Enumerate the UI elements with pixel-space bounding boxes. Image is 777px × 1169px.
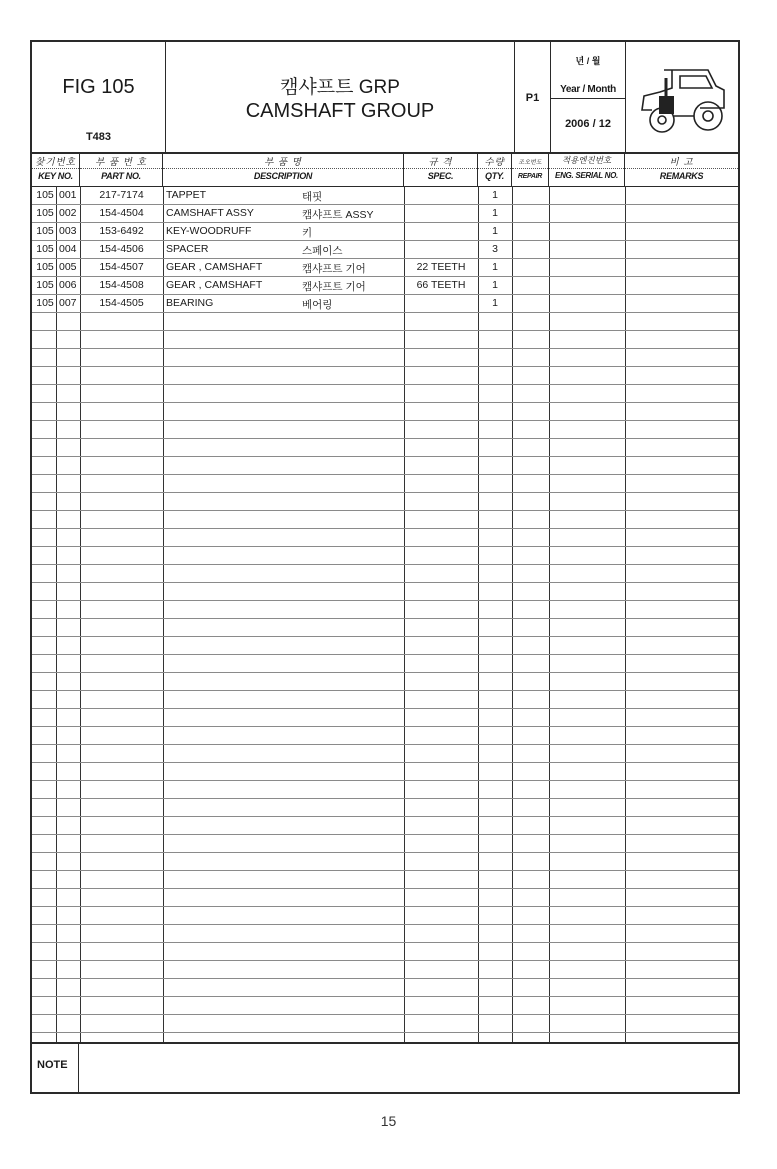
- column-divider: [512, 186, 513, 1042]
- row-divider: [32, 870, 738, 871]
- title-english: CAMSHAFT GROUP: [245, 100, 435, 122]
- cell-qty: 3: [492, 243, 498, 255]
- row-divider: [32, 618, 738, 619]
- row-divider: [32, 348, 738, 349]
- cell-key: 002: [59, 207, 77, 219]
- row-divider: [32, 744, 738, 745]
- cell-qty: 1: [492, 279, 498, 291]
- cell-spec: 22 TEETH: [416, 261, 466, 273]
- cell-spec: 66 TEETH: [416, 279, 466, 291]
- column-divider: [625, 186, 626, 1042]
- column-divider: [163, 186, 164, 1042]
- row-divider: [32, 330, 738, 331]
- col-description: [163, 152, 404, 186]
- table-row: [32, 204, 738, 222]
- illustration-cell: [626, 42, 738, 152]
- date-label-korean: 년 / 월: [575, 56, 601, 66]
- cell-fig: 105: [36, 225, 54, 237]
- col-part-no-english: PART NO.: [101, 171, 141, 181]
- cell-fig: 105: [36, 243, 54, 255]
- row-divider: [32, 636, 738, 637]
- cell-qty: 1: [492, 189, 498, 201]
- row-divider: [32, 474, 738, 475]
- date-label-english: Year / Month: [560, 84, 616, 95]
- cell-fig: 105: [36, 297, 54, 309]
- row-divider: [32, 726, 738, 727]
- column-divider: [404, 186, 405, 1042]
- col-qty: [478, 152, 512, 186]
- row-divider: [32, 924, 738, 925]
- cell-key: 007: [59, 297, 77, 309]
- model-code: T483: [85, 131, 112, 143]
- date-cell: [551, 42, 626, 152]
- row-divider: [32, 528, 738, 529]
- row-divider: [32, 366, 738, 367]
- cell-desc-kor: 캠샤프트 기어: [302, 263, 366, 275]
- col-repair: [512, 152, 549, 186]
- row-divider: [32, 942, 738, 943]
- row-divider: [32, 384, 738, 385]
- row-divider: [32, 834, 738, 835]
- column-divider: [478, 186, 479, 1042]
- col-remarks: [625, 152, 738, 186]
- cell-part-no: 154-4504: [99, 207, 144, 219]
- row-divider: [32, 582, 738, 583]
- col-key-no-korean: 찾기번호: [35, 157, 76, 168]
- cell-desc-kor: 스페이스: [302, 245, 343, 257]
- cell-fig: 105: [36, 279, 54, 291]
- col-qty-korean: 수량: [484, 157, 505, 168]
- cell-part-no: 217-7174: [99, 189, 144, 201]
- row-divider: [32, 852, 738, 853]
- row-divider: [32, 672, 738, 673]
- row-divider: [32, 546, 738, 547]
- cell-qty: 1: [492, 261, 498, 273]
- row-divider: [32, 438, 738, 439]
- col-part-no-korean: 부 품 번 호: [95, 157, 147, 168]
- column-divider: [80, 186, 81, 1042]
- col-spec: [404, 152, 478, 186]
- cell-desc-eng: KEY-WOODRUFF: [166, 225, 252, 237]
- row-divider: [32, 996, 738, 997]
- date-value: 2006 / 12: [565, 118, 611, 130]
- cell-desc-kor: 베어링: [302, 299, 333, 311]
- cell-part-no: 153-6492: [99, 225, 144, 237]
- column-divider: [549, 186, 550, 1042]
- row-divider: [32, 312, 738, 313]
- col-remarks-english: REMARKS: [659, 171, 704, 181]
- table-row: [32, 294, 738, 312]
- cell-desc-kor: 캠샤프트 기어: [302, 281, 366, 293]
- row-divider: [32, 762, 738, 763]
- cell-desc-eng: BEARING: [166, 297, 214, 309]
- cell-desc-eng: CAMSHAFT ASSY: [166, 207, 254, 219]
- row-divider: [32, 978, 738, 979]
- cell-desc-eng: TAPPET: [166, 189, 207, 201]
- cell-fig: 105: [36, 207, 54, 219]
- cell-fig: 105: [36, 189, 54, 201]
- col-engine-serial-korean: 적용엔진번호: [561, 155, 612, 165]
- figure-number: FIG 105: [62, 76, 135, 98]
- row-divider: [32, 1032, 738, 1033]
- row-divider: [32, 690, 738, 691]
- row-divider: [32, 816, 738, 817]
- page-cell: [515, 42, 551, 152]
- sheet-header: [32, 42, 738, 154]
- table-row: [32, 186, 738, 204]
- row-divider: [32, 600, 738, 601]
- cell-part-no: 154-4506: [99, 243, 144, 255]
- cell-qty: 1: [492, 297, 498, 309]
- row-divider: [32, 420, 738, 421]
- figure-cell: [32, 42, 166, 152]
- column-divider: [56, 186, 57, 1042]
- tractor-icon: [636, 56, 728, 138]
- row-divider: [32, 708, 738, 709]
- cell-fig: 105: [36, 261, 54, 273]
- page-number: 15: [380, 1113, 397, 1129]
- cell-qty: 1: [492, 225, 498, 237]
- row-divider: [32, 960, 738, 961]
- cell-qty: 1: [492, 207, 498, 219]
- col-spec-english: SPEC.: [427, 171, 454, 181]
- parts-table: [32, 186, 738, 1044]
- col-engine-serial-english: ENG. SERIAL NO.: [555, 171, 618, 180]
- note-label-cell: [32, 1042, 79, 1092]
- col-qty-english: QTY.: [485, 171, 504, 181]
- col-description-english: DESCRIPTION: [253, 171, 313, 181]
- row-divider: [32, 510, 738, 511]
- cell-desc-eng: GEAR , CAMSHAFT: [166, 279, 263, 291]
- cell-desc-eng: SPACER: [166, 243, 209, 255]
- column-header-band: [32, 152, 738, 187]
- note-band: [32, 1042, 738, 1092]
- col-spec-korean: 규 격: [428, 157, 453, 168]
- cell-key: 004: [59, 243, 77, 255]
- cell-part-no: 154-4505: [99, 297, 144, 309]
- row-divider: [32, 888, 738, 889]
- cell-desc-kor: 키: [302, 227, 313, 239]
- cell-desc-kor: 캠샤프트 ASSY: [302, 209, 374, 221]
- table-row: [32, 240, 738, 258]
- row-divider: [32, 402, 738, 403]
- cell-part-no: 154-4508: [99, 279, 144, 291]
- cell-key: 003: [59, 225, 77, 237]
- cell-desc-kor: 태핏: [302, 191, 323, 203]
- table-row: [32, 222, 738, 240]
- cell-key: 006: [59, 279, 77, 291]
- row-divider: [32, 780, 738, 781]
- col-description-korean: 부 품 명: [264, 157, 302, 168]
- col-repair-korean: 조오번도: [518, 160, 542, 166]
- col-key-no-english: KEY NO.: [38, 171, 73, 181]
- row-divider: [32, 654, 738, 655]
- row-divider: [32, 564, 738, 565]
- table-row: [32, 276, 738, 294]
- col-part-no: [80, 152, 163, 186]
- col-repair-english: REPAIR: [517, 173, 543, 180]
- row-divider: [32, 492, 738, 493]
- note-label: NOTE: [37, 1059, 68, 1071]
- sheet-page-number: P1: [525, 92, 540, 104]
- row-divider: [32, 1014, 738, 1015]
- cell-key: 005: [59, 261, 77, 273]
- col-remarks-korean: 비 고: [669, 157, 694, 168]
- table-row: [32, 258, 738, 276]
- cell-desc-eng: GEAR , CAMSHAFT: [166, 261, 263, 273]
- col-key-no: [32, 152, 80, 186]
- title-korean: 캠샤프트 GRP: [280, 77, 400, 98]
- row-divider: [32, 906, 738, 907]
- row-divider: [32, 798, 738, 799]
- cell-part-no: 154-4507: [99, 261, 144, 273]
- cell-key: 001: [59, 189, 77, 201]
- col-engine-serial: [549, 152, 625, 186]
- parts-sheet: [30, 40, 740, 1094]
- row-divider: [32, 456, 738, 457]
- date-divider: [551, 98, 625, 99]
- title-cell: [166, 42, 515, 152]
